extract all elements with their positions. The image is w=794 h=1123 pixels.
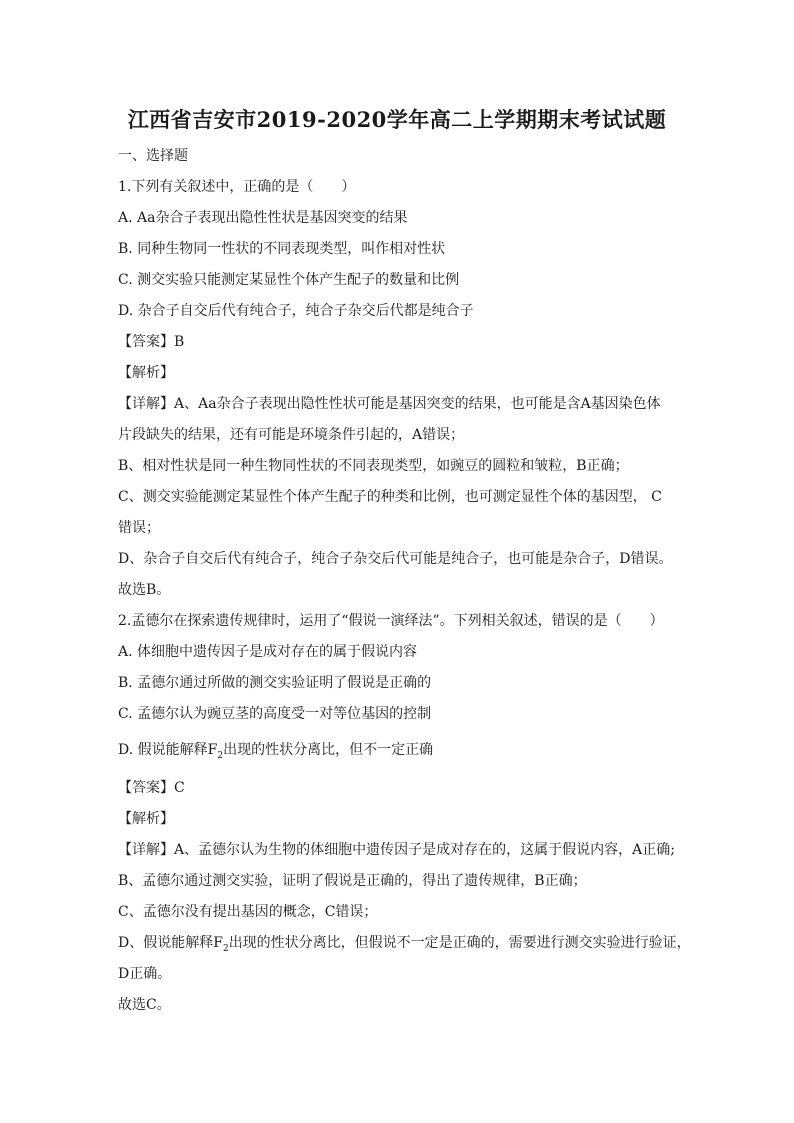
q2-conclusion: 故选C。	[118, 997, 171, 1013]
q1-analysis-heading: 【解析】	[118, 365, 174, 381]
page-title: 江西省吉安市2019-2020学年高二上学期期末考试试题	[127, 107, 667, 132]
q1-stem: 1.下列有关叙述中，正确的是（ ）	[118, 179, 356, 195]
q2-stem: 2.孟德尔在探索遗传规律时，运用了“假说一演绎法”。下列相关叙述，错误的是（ ）	[118, 613, 664, 629]
q2-option-a: A. 体细胞中遗传因子是成对存在的属于假说内容	[118, 644, 418, 660]
section-heading: 一、选择题	[118, 148, 188, 164]
q2-detail-line: C、孟德尔没有提出基因的概念，C错误；	[118, 904, 378, 920]
q1-conclusion: 故选B。	[118, 582, 171, 598]
q2-detail-line: D正确。	[118, 966, 172, 982]
q2-detail-line: B、孟德尔通过测交实验，证明了假说是正确的，得出了遗传规律，B正确；	[118, 873, 587, 889]
q2-detail-4-subscript: 2	[222, 943, 229, 954]
q2-option-d-subscript: 2	[217, 750, 224, 761]
q1-detail-line: 错误；	[118, 520, 160, 536]
q2-detail-4-pre: D、假说能解释F	[118, 935, 223, 951]
q1-option-b: B. 同种生物同一性状的不同表现类型，叫作相对性状	[118, 241, 446, 257]
q1-detail-line: 片段缺失的结果，还有可能是环境条件引起的，A错误；	[118, 427, 465, 443]
q2-option-d	[118, 740, 433, 766]
q2-option-d-pre: D. 假说能解释F	[118, 742, 218, 758]
q1-detail-line: D、杂合子自交后代有纯合子，纯合子杂交后代可能是纯合子，也可能是杂合子，D错误。	[118, 551, 673, 567]
q2-detail-line: 【详解】A、孟德尔认为生物的体细胞中遗传因子是成对存在的，这属于假说内容，A正确;	[118, 842, 675, 858]
q1-detail-line: C、测交实验能测定某显性个体产生配子的种类和比例，也可测定显性个体的基因型， C	[118, 489, 662, 505]
q1-answer: 【答案】B	[118, 334, 185, 350]
q1-option-c: C. 测交实验只能测定某显性个体产生配子的数量和比例	[118, 272, 460, 288]
q1-option-d: D. 杂合子自交后代有纯合子，纯合子杂交后代都是纯合子	[118, 303, 474, 319]
q2-answer: 【答案】C	[118, 780, 185, 796]
q2-analysis-heading: 【解析】	[118, 811, 174, 827]
q2-detail-line	[118, 933, 691, 959]
q1-detail-line: 【详解】A、Aa杂合子表现出隐性性状可能是基因突变的结果，也可能是含A基因染色体	[118, 396, 661, 412]
q2-option-c: C. 孟德尔认为豌豆茎的高度受一对等位基因的控制	[118, 706, 432, 722]
q2-detail-4-post: 出现的性状分离比，但假说不一定是正确的，需要进行测交实验进行验证，	[228, 935, 691, 951]
q1-option-a: A. Aa杂合子表现出隐性性状是基因突变的结果	[118, 210, 408, 226]
q1-detail-line: B、相对性状是同一种生物同性状的不同表现类型，如豌豆的圆粒和皱粒，B正确；	[118, 458, 629, 474]
q2-option-b: B. 孟德尔通过所做的测交实验证明了假说是正确的	[118, 675, 432, 691]
q2-option-d-post: 出现的性状分离比，但不一定正确	[223, 742, 434, 758]
